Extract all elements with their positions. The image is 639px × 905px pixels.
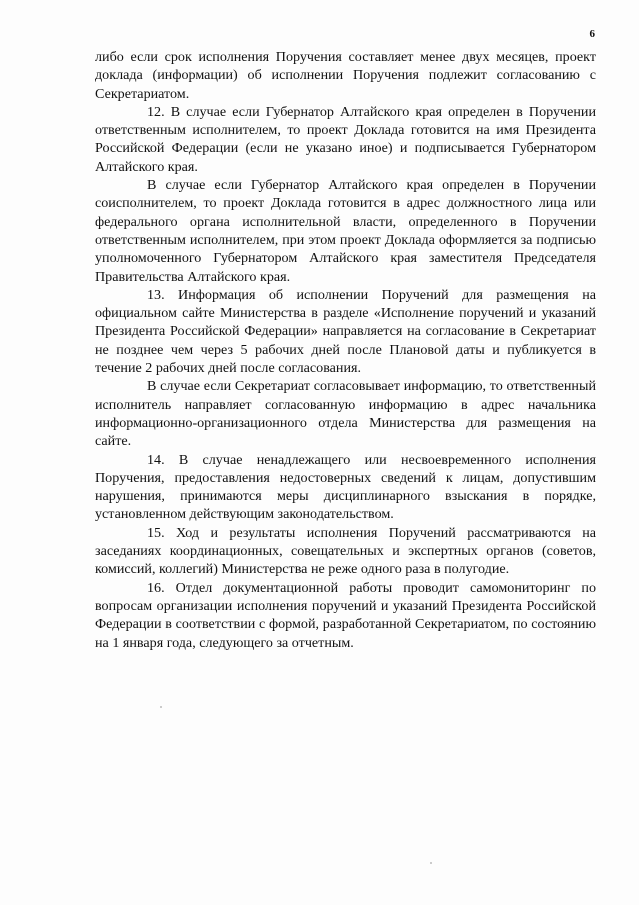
paragraph-16: 16. Отдел документационной работы проводит самомониторинг по вопросам организации исполнения поручений и указаний Президента Российской Федерации в соответствии с формой, разработанной Секретариатом, по состоянию на 1 января года, следующего за отчетным.: [95, 579, 596, 651]
page-number: 6: [589, 28, 595, 40]
paragraph-15: 15. Ход и результаты исполнения Поручений рассматриваются на заседаниях координационных, совещательных и экспертных органов (советов, комиссий, коллегий) Министерства не реже одного раза в полугодие.: [95, 524, 596, 578]
document-body: [95, 48, 596, 652]
paragraph-12: 12. В случае если Губернатор Алтайского края определен в Поручении ответственным исполнителем, то проект Доклада готовится на имя Президента Российской Федерации (если не указано иное) и подписывается Губернатором Алтайского края.: [95, 103, 596, 175]
paragraph-14: 14. В случае ненадлежащего или несвоевременного исполнения Поручения, предоставления недостоверных сведений к лицам, допустившим нарушения, принимаются меры дисциплинарного взыскания в порядке, установленном действующим законодательством.: [95, 451, 596, 523]
scan-speck: [430, 862, 432, 864]
paragraph-13: 13. Информация об исполнении Поручений для размещения на официальном сайте Министерства в разделе «Исполнение поручений и указаний Президента Российской Федерации» направляется на согласование в Секретариат не позднее чем через 5 рабочих дней после Плановой даты и публикуется в течение 2 рабочих дней после согласования.: [95, 286, 596, 377]
paragraph-13-approval: В случае если Секретариат согласовывает информацию, то ответственный исполнитель направляет согласованную информацию в адрес начальника информационно-организационного отдела Министерства для размещения на сайте.: [95, 378, 596, 450]
scan-speck: [160, 706, 162, 708]
paragraph-12-coexecutor: В случае если Губернатор Алтайского края определен в Поручении соисполнителем, то проект Доклада готовится в адрес должностного лица или федерального органа исполнительной власти, определенного в Поручении ответственным исполнителем, при этом проект Доклада оформляется за подписью уполномоченного Губернатором Алтайского края заместителя Председателя Правительства Алтайского края.: [95, 177, 596, 285]
paragraph-continuation: либо если срок исполнения Поручения составляет менее двух месяцев, проект доклада (информации) об исполнении Поручения подлежит согласованию с Секретариатом.: [95, 49, 596, 102]
